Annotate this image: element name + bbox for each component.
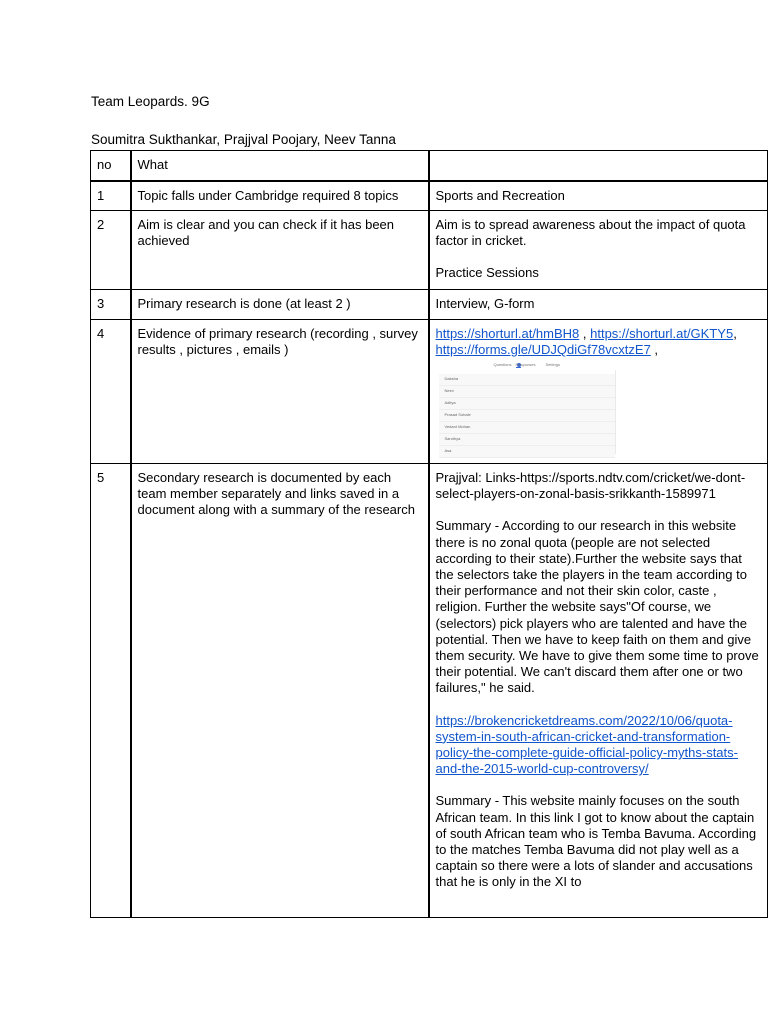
header-what: What: [131, 151, 429, 181]
form-tab-questions: Questions: [493, 362, 512, 368]
form-tabs: [494, 362, 614, 370]
link-separator: ,: [733, 326, 737, 341]
row-answer: [429, 464, 768, 918]
table-row: [91, 211, 768, 290]
link-separator: ,: [579, 326, 591, 341]
table-row: [91, 464, 768, 918]
row-number: 1: [91, 181, 131, 211]
link-trailing: ,: [650, 342, 659, 358]
form-tab-settings: Settings: [545, 362, 560, 368]
research-summary-1: Summary - According to our research in this website there is no zonal quota (people are not selected according to their state).Further the website says that the selectors take the players in the team according to their performance and not their skin color, caste , religion. Further the website says"Of course, we (selectors) pick players who are talented and have the potential. Then we have to keep faith on them and give them security. We have to give them some time to prove their potential. We can't discard them after one or two failures," he said.: [435, 518, 759, 696]
row-answer: [429, 211, 768, 290]
criteria-table: [90, 150, 768, 918]
row-criterion: Evidence of primary research (recording , survey results , pictures , emails ): [131, 320, 429, 464]
list-item: Aditya: [439, 398, 615, 410]
evidence-link-2[interactable]: https://shorturl.at/GKTY5: [590, 326, 734, 341]
list-item: Daksha: [439, 374, 615, 386]
header-answer: [429, 151, 768, 181]
evidence-link-3[interactable]: https://forms.gle/UDJQdiGf78vcxtzE7: [435, 342, 651, 358]
research-summary-2: Summary - This website mainly focuses on the south African team. In this link I got to know about the captain of south African team who is Temba Bavuma. According to the matches Temba Bavuma did not play well as a captain so there were a lots of slander and accusations that he is only in the XI to: [435, 793, 757, 890]
google-form-screenshot: [436, 362, 616, 454]
row-criterion: Topic falls under Cambridge required 8 topics: [131, 181, 429, 211]
evidence-links: [436, 326, 762, 358]
page-title: Team Leopards. 9G: [91, 94, 210, 109]
table-row: [91, 320, 768, 464]
header-no: no: [91, 151, 131, 181]
form-tab-responses: [515, 362, 536, 368]
list-item: Sandhya: [439, 434, 615, 446]
row-number: 4: [91, 320, 131, 464]
row-criterion: Primary research is done (at least 2 ): [131, 290, 429, 320]
aim-text: Aim is to spread awareness about the impact of quota factor in cricket.: [435, 217, 746, 249]
row-answer: Sports and Recreation: [429, 181, 768, 211]
authors-line: Soumitra Sukthankar, Prajjval Poojary, Neev Tanna: [91, 132, 396, 147]
list-item: Asa: [439, 446, 615, 458]
form-divider: [615, 370, 616, 454]
list-item: Prasad Sohale: [439, 410, 615, 422]
research-link-2[interactable]: https://brokencricketdreams.com/2022/10/06/quota-system-in-south-african-cricket-and-transformation-policy-the-complete-guide-official-policy-myths-stats-and-the-2015-world-cup-controversy/: [435, 712, 738, 777]
evidence-link-1[interactable]: https://shorturl.at/hmBH8: [435, 326, 580, 341]
row-answer: [429, 320, 768, 464]
row-criterion: Aim is clear and you can check if it has been achieved: [131, 211, 429, 290]
table-row: [91, 290, 768, 320]
row-number: 5: [91, 464, 131, 918]
research-source-1: Prajjval: Links-https://sports.ndtv.com/cricket/we-dont-select-players-on-zonal-basis-srikkanth-1589971: [435, 470, 746, 502]
row-answer: Interview, G-form: [429, 290, 768, 320]
list-item: Vedant Mohan: [439, 422, 615, 434]
row-number: 3: [91, 290, 131, 320]
list-item: Neev: [439, 386, 615, 398]
form-tab-responses-label: Responses: [515, 362, 536, 368]
table-header-row: [91, 151, 768, 181]
row-criterion: Secondary research is documented by each team member separately and links saved in a document along with a summary of the research: [131, 464, 429, 918]
practice-text: Practice Sessions: [435, 265, 539, 281]
row-number: 2: [91, 211, 131, 290]
form-response-list: [439, 374, 615, 458]
table-row: [91, 181, 768, 211]
